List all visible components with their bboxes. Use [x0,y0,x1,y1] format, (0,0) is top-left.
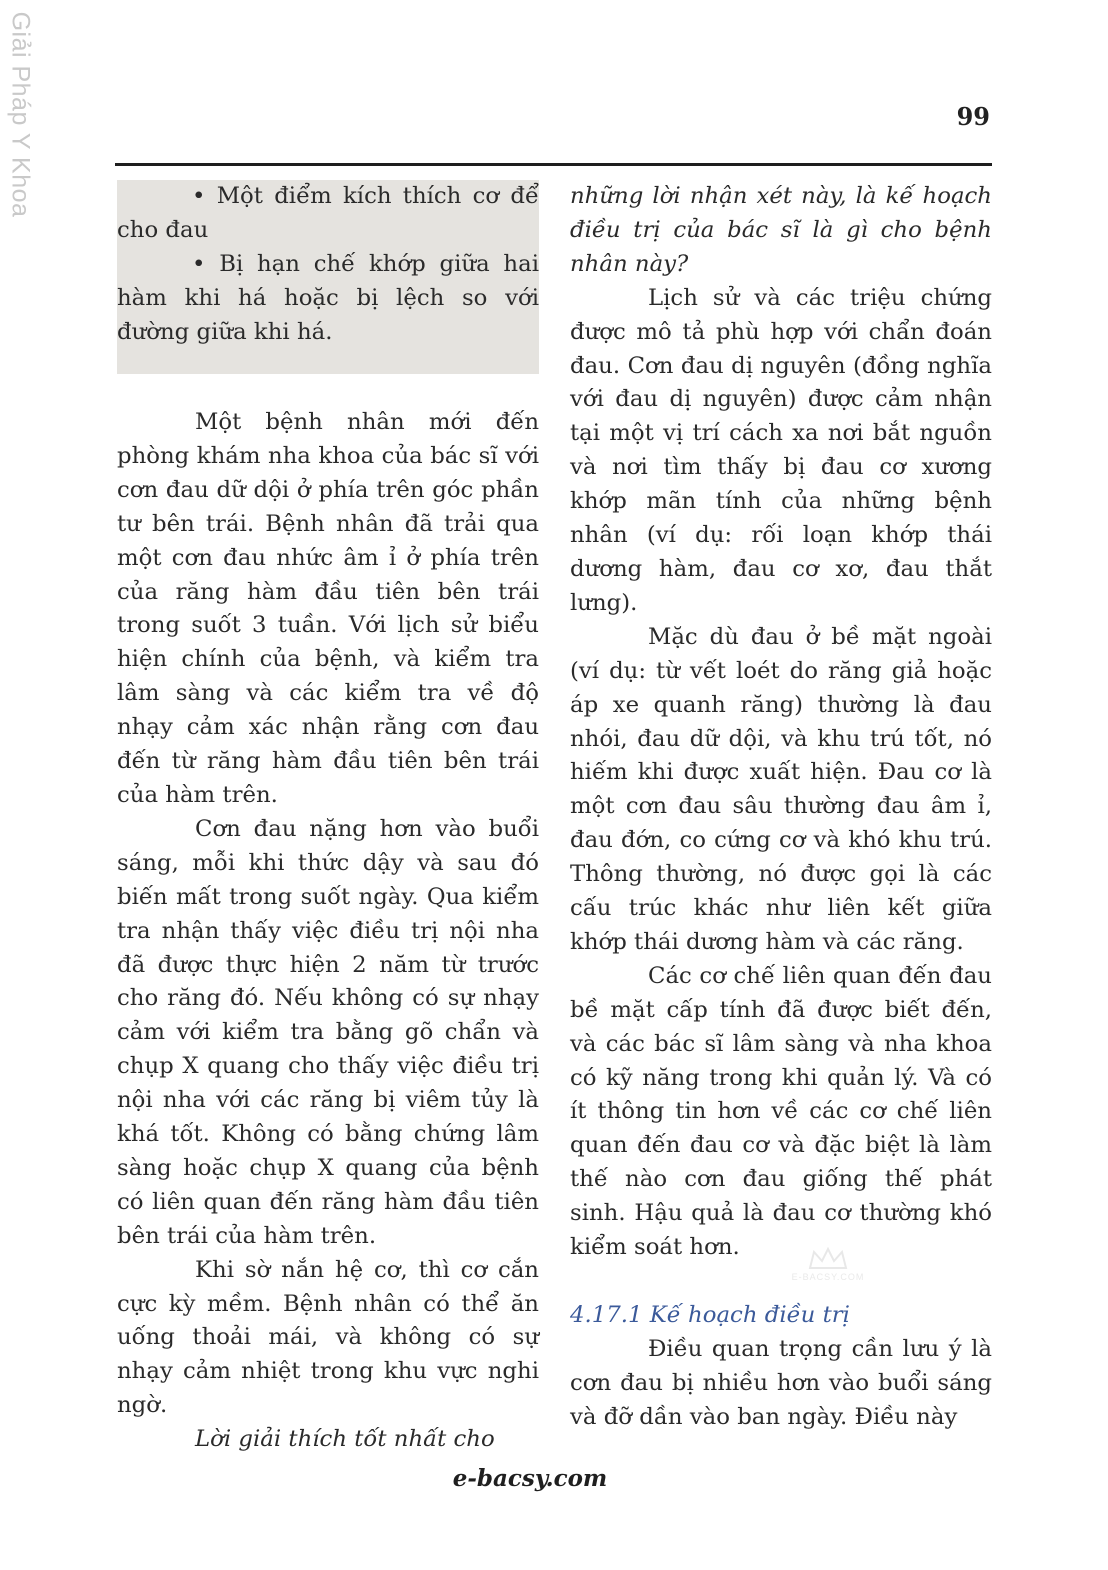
watermark-text: E-BACSY.COM [791,1272,865,1282]
page-number: 99 [956,102,990,131]
header-rule [115,163,992,166]
right-paragraph-5: Điều quan trọng cần lưu ý là cơn đau bị nhiều hơn vào buổi sáng và đỡ dần vào ban ngày. Điều này [570,1335,992,1430]
side-brand-text: Giải Pháp Y Khoa [6,11,35,217]
spacer [117,374,539,406]
left-paragraph-2: Cơn đau nặng hơn vào buổi sáng, mỗi khi thức dậy và sau đó biến mất trong suốt ngày. Qua kiểm tra nhận thấy việc điều trị nội nha đã được thực hiện 2 năm từ trước cho răng đó. Nếu không có sự nhạy cảm với kiểm tra bằng gõ chẩn và chụp X quang cho thấy việc điều trị nội nha với các răng bị viêm tủy là khá tốt. Không có bằng chứng lâm sàng hoặc chụp X quang của bệnh có liên quan đến răng hàm đầu tiên bên trái của hàm trên. [117,815,539,1249]
right-paragraph-2: Lịch sử và các triệu chứng được mô tả phù hợp với chẩn đoán đau. Cơn đau dị nguyên (đồng nghĩa với đau dị nguyên) được cảm nhận tại một vị trí cách xa nơi bắt nguồn và nơi tìm thấy bị đau cơ xương khớp mãn tính của những bệnh nhân (ví dụ: rối loạn khớp thái dương hàm, đau cơ xơ, đau thắt lưng). [570,284,992,616]
box-bullet-1: • Một điểm kích thích cơ để cho đau [117,183,539,243]
left-paragraph-4: Lời giải thích tốt nhất cho [195,1426,495,1453]
right-paragraph-3: Mặc dù đau ở bề mặt ngoài (ví dụ: từ vết loét do răng giả hoặc áp xe quanh răng) thường là đau nhói, đau dữ dội, và khu trú tốt, nó hiếm khi được xuất hiện. Đau cơ là một cơn đau sâu thường đau âm ỉ, đau đớn, co cứng cơ và khó khu trú. Thông thường, nó được gọi là các cấu trúc khác như liên kết giữa khớp thái dương hàm và các răng. [570,623,992,955]
left-paragraph-3: Khi sờ nắn hệ cơ, thì cơ cắn cực kỳ mềm. Bệnh nhân có thể ăn uống thoải mái, và không có sự nhạy cảm nhiệt trong khu vực nghi ngờ. [117,1256,539,1419]
right-paragraph-4: Các cơ chế liên quan đến đau bề mặt cấp tính đã được biết đến, và các bác sĩ lâm sàng và nha khoa có kỹ năng trong khi quản lý. Và có ít thông tin hơn về các cơ chế liên quan đến đau cơ và đặc biệt là làm thế nào cơn đau giống thế phát sinh. Hậu quả là đau cơ thường khó kiểm soát hơn. [570,962,992,1261]
crown-icon [806,1246,850,1272]
right-paragraph-1: những lời nhận xét này, là kế hoạch điều trị của bác sĩ là gì cho bệnh nhân này? [570,183,992,277]
watermark [768,1246,888,1306]
box-bullet-2: • Bị hạn chế khớp giữa hai hàm khi há hoặc bị lệch so với đường giữa khi há. [117,250,539,345]
highlight-box [117,180,539,374]
section-heading: 4.17.1 Kế hoạch điều trị [570,1302,850,1328]
left-paragraph-1: Một bệnh nhân mới đến phòng khám nha khoa của bác sĩ với cơn đau dữ dội ở phía trên góc phần tư bên trái. Bệnh nhân đã trải qua một cơn đau nhức âm ỉ ở phía trên của răng hàm đầu tiên bên trái trong suốt 3 tuần. Với lịch sử biểu hiện chính của bệnh, và kiểm tra lâm sàng và các kiểm tra về độ nhạy cảm xác nhận rằng cơn đau đến từ răng hàm đầu tiên bên trái của hàm trên. [117,409,539,808]
side-brand [2,11,38,217]
left-column [117,180,539,1457]
footer-site: e-bacsy.com [452,1465,608,1492]
